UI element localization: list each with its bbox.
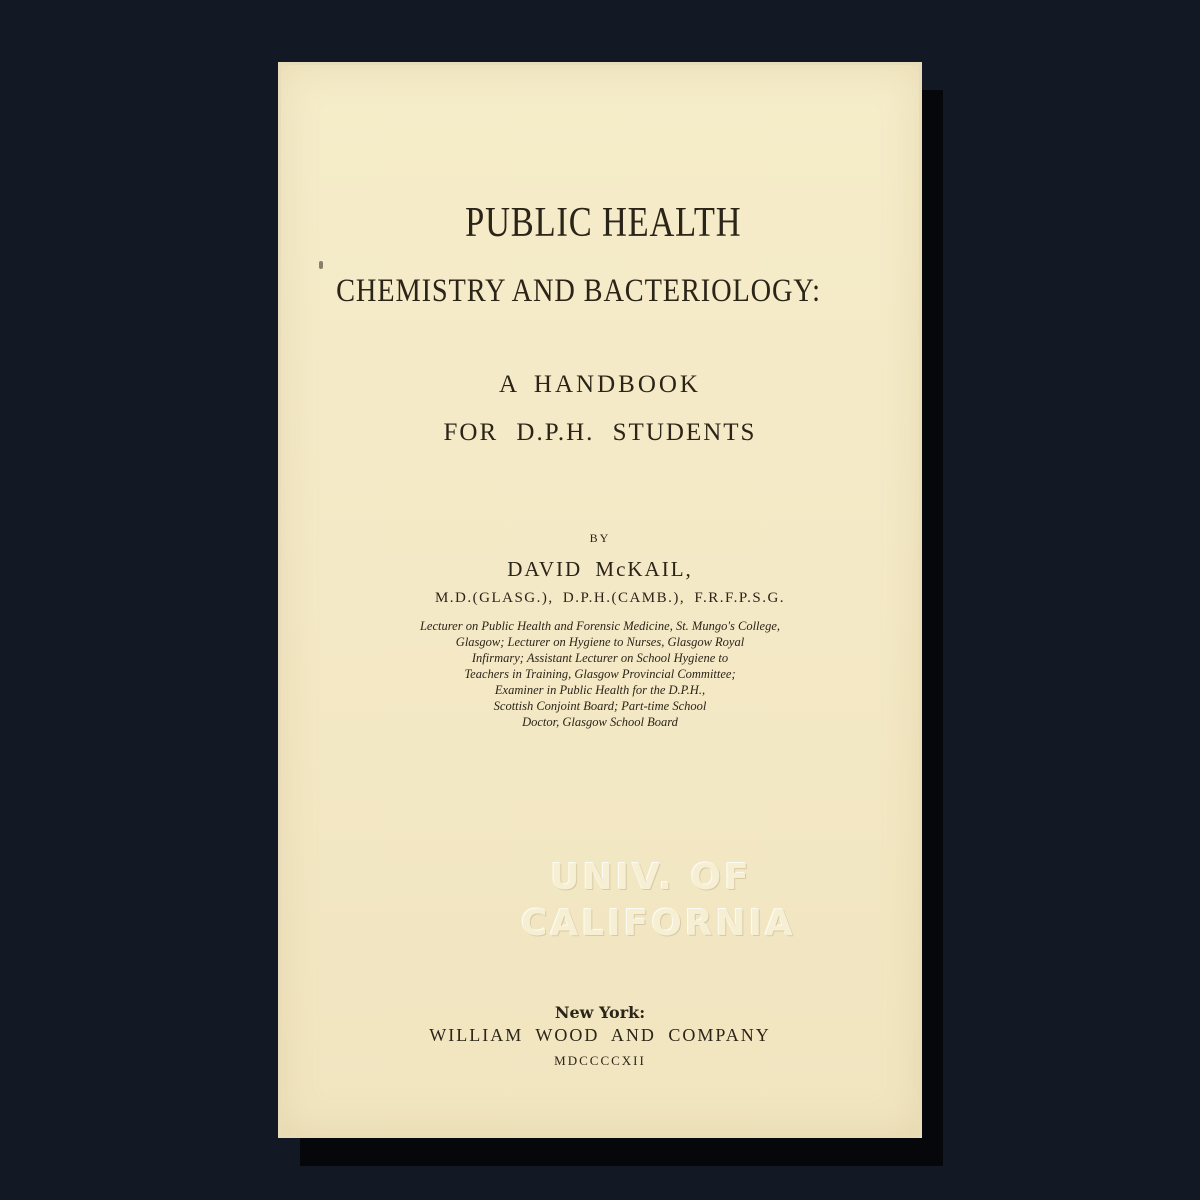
publisher-name: WILLIAM WOOD AND COMPANY <box>429 1025 771 1045</box>
paper-speck <box>319 261 323 269</box>
credential-line: Lecturer on Public Health and Forensic Medicine, St. Mungo's College, <box>419 619 780 633</box>
credential-line: Infirmary; Assistant Lecturer on School Hygiene to <box>471 651 729 665</box>
credential-line: Doctor, Glasgow School Board <box>522 715 678 729</box>
book-title-page <box>278 62 922 1138</box>
publication-year: MDCCCCXII <box>554 1053 646 1068</box>
credential-line: Scottish Conjoint Board; Part-time School <box>493 699 707 713</box>
credential-line: Teachers in Training, Glasgow Provincial Committee; <box>464 667 736 681</box>
stamp-line-2: CALIFORNIA <box>521 903 796 944</box>
library-perforation-stamp <box>521 855 796 947</box>
author-degrees: M.D.(GLASG.), D.P.H.(CAMB.), F.R.F.P.S.G. <box>434 590 786 606</box>
title-line-2: CHEMISTRY AND BACTERIOLOGY: <box>336 273 821 309</box>
author-name: DAVID McKAIL, <box>507 557 693 581</box>
credential-line: Examiner in Public Health for the D.P.H., <box>494 683 706 697</box>
author-credentials <box>281 618 919 730</box>
stamp-line-1: UNIV. OF <box>550 857 752 898</box>
publisher-city: New York: <box>554 1003 646 1022</box>
credential-line: Glasgow; Lecturer on Hygiene to Nurses, Glasgow Royal <box>455 635 745 649</box>
subtitle-line-2: FOR D.P.H. STUDENTS <box>443 419 757 446</box>
title-line-1: PUBLIC HEALTH <box>465 200 742 246</box>
by-label: BY <box>589 531 611 545</box>
subtitle-line-1: A HANDBOOK <box>499 371 701 398</box>
